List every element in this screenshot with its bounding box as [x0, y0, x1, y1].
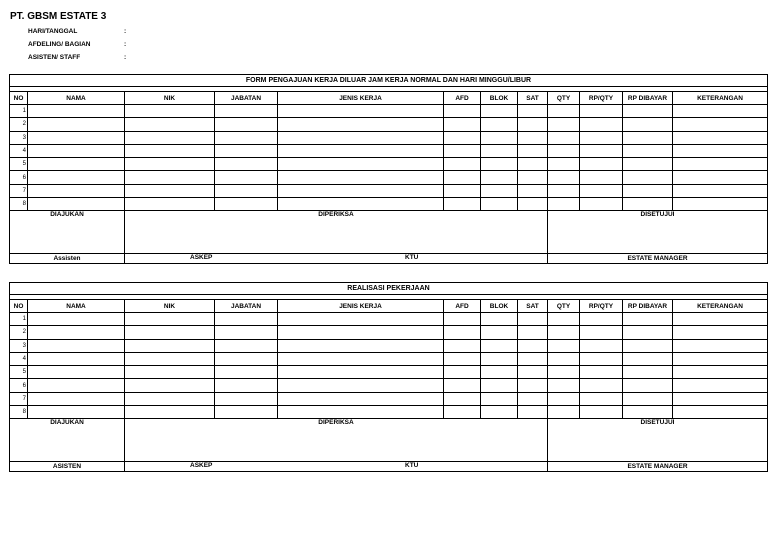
- cell[interactable]: [215, 131, 278, 144]
- cell[interactable]: [580, 406, 623, 419]
- cell[interactable]: [125, 352, 215, 365]
- cell[interactable]: [481, 144, 518, 157]
- row-number: 3: [10, 339, 28, 352]
- cell[interactable]: [444, 379, 481, 392]
- col-no: NO: [10, 300, 28, 313]
- cell[interactable]: [481, 366, 518, 379]
- cell[interactable]: [518, 184, 548, 197]
- role-assistant: ASISTEN: [10, 462, 125, 472]
- cell[interactable]: [623, 144, 673, 157]
- cell[interactable]: [28, 184, 125, 197]
- cell[interactable]: [278, 198, 444, 211]
- cell[interactable]: [623, 171, 673, 184]
- col-nama: NAMA: [28, 300, 125, 313]
- table-row: [10, 131, 768, 144]
- cell[interactable]: [278, 326, 444, 339]
- cell[interactable]: [278, 118, 444, 131]
- row-number: 6: [10, 379, 28, 392]
- cell[interactable]: [623, 158, 673, 171]
- cell[interactable]: [278, 131, 444, 144]
- cell[interactable]: [518, 339, 548, 352]
- cell[interactable]: [481, 158, 518, 171]
- role-manager: ESTATE MANAGER: [548, 254, 768, 264]
- cell[interactable]: [673, 144, 768, 157]
- cell[interactable]: [215, 158, 278, 171]
- cell[interactable]: [673, 105, 768, 118]
- cell[interactable]: [481, 171, 518, 184]
- table-row: [10, 392, 768, 405]
- table-row: [10, 366, 768, 379]
- cell[interactable]: [518, 131, 548, 144]
- cell[interactable]: [444, 184, 481, 197]
- cell[interactable]: [580, 326, 623, 339]
- role-row: [10, 254, 768, 264]
- overtime-request-form: [9, 74, 768, 264]
- cell[interactable]: [518, 118, 548, 131]
- cell[interactable]: [580, 131, 623, 144]
- cell[interactable]: [444, 339, 481, 352]
- cell[interactable]: [125, 366, 215, 379]
- cell[interactable]: [580, 339, 623, 352]
- cell[interactable]: [278, 406, 444, 419]
- cell[interactable]: [481, 184, 518, 197]
- cell[interactable]: [125, 171, 215, 184]
- cell[interactable]: [518, 392, 548, 405]
- cell[interactable]: [444, 326, 481, 339]
- meta-date: [28, 28, 127, 35]
- cell[interactable]: [623, 326, 673, 339]
- col-jabatan: JABATAN: [215, 300, 278, 313]
- cell[interactable]: [28, 339, 125, 352]
- cell[interactable]: [548, 198, 580, 211]
- cell[interactable]: [548, 326, 580, 339]
- cell[interactable]: [548, 366, 580, 379]
- signature-submitted[interactable]: DIAJUKAN: [10, 211, 125, 254]
- table-row: [10, 171, 768, 184]
- cell[interactable]: [28, 198, 125, 211]
- cell[interactable]: [444, 158, 481, 171]
- cell[interactable]: [518, 105, 548, 118]
- cell[interactable]: [548, 118, 580, 131]
- cell[interactable]: [278, 379, 444, 392]
- col-sat: SAT: [518, 300, 548, 313]
- cell[interactable]: [215, 352, 278, 365]
- cell[interactable]: [125, 326, 215, 339]
- cell[interactable]: [481, 379, 518, 392]
- table-row: [10, 326, 768, 339]
- signature-checked[interactable]: DIPERIKSA: [125, 419, 548, 462]
- cell[interactable]: [673, 326, 768, 339]
- row-number: 8: [10, 406, 28, 419]
- role-ktu: KTU: [405, 462, 419, 470]
- cell[interactable]: [548, 379, 580, 392]
- col-rp-qty: RP/QTY: [580, 92, 623, 105]
- meta-division: [28, 41, 127, 48]
- cell[interactable]: [28, 131, 125, 144]
- role-ktu: KTU: [405, 254, 419, 262]
- cell[interactable]: [28, 313, 125, 326]
- role-askep-ktu: [125, 254, 548, 264]
- signature-checked[interactable]: DIPERIKSA: [125, 211, 548, 254]
- cell[interactable]: [125, 392, 215, 405]
- role-row: [10, 462, 768, 472]
- table-row: [10, 144, 768, 157]
- cell[interactable]: [125, 158, 215, 171]
- cell[interactable]: [444, 406, 481, 419]
- cell[interactable]: [548, 339, 580, 352]
- cell[interactable]: [278, 105, 444, 118]
- cell[interactable]: [673, 131, 768, 144]
- meta-staff: [28, 54, 127, 61]
- cell[interactable]: [28, 326, 125, 339]
- cell[interactable]: [278, 352, 444, 365]
- cell[interactable]: [125, 339, 215, 352]
- cell[interactable]: [580, 118, 623, 131]
- cell[interactable]: [444, 392, 481, 405]
- cell[interactable]: [125, 184, 215, 197]
- cell[interactable]: [623, 313, 673, 326]
- cell[interactable]: [481, 339, 518, 352]
- cell[interactable]: [580, 313, 623, 326]
- cell[interactable]: [444, 313, 481, 326]
- role-askep: ASKEP: [190, 254, 213, 262]
- cell[interactable]: [215, 184, 278, 197]
- cell[interactable]: [673, 379, 768, 392]
- row-number: 1: [10, 313, 28, 326]
- col-blok: BLOK: [481, 300, 518, 313]
- row-number: 4: [10, 144, 28, 157]
- cell[interactable]: [673, 118, 768, 131]
- cell[interactable]: [278, 339, 444, 352]
- row-number: 5: [10, 158, 28, 171]
- cell[interactable]: [278, 184, 444, 197]
- cell[interactable]: [673, 198, 768, 211]
- cell[interactable]: [518, 198, 548, 211]
- cell[interactable]: [623, 379, 673, 392]
- signature-submitted[interactable]: DIAJUKAN: [10, 419, 125, 462]
- meta-label: ASISTEN/ STAFF: [28, 54, 81, 61]
- form-title: REALISASI PEKERJAAN: [10, 283, 768, 295]
- cell[interactable]: [623, 131, 673, 144]
- cell[interactable]: [481, 131, 518, 144]
- cell[interactable]: [548, 406, 580, 419]
- cell[interactable]: [215, 339, 278, 352]
- cell[interactable]: [28, 379, 125, 392]
- signature-row: [10, 211, 768, 254]
- table-row: [10, 406, 768, 419]
- cell[interactable]: [518, 379, 548, 392]
- cell[interactable]: [481, 406, 518, 419]
- cell[interactable]: [580, 198, 623, 211]
- row-number: 2: [10, 118, 28, 131]
- cell[interactable]: [580, 171, 623, 184]
- cell[interactable]: [278, 366, 444, 379]
- cell[interactable]: [215, 144, 278, 157]
- table-row: [10, 198, 768, 211]
- cell[interactable]: [518, 406, 548, 419]
- cell[interactable]: [215, 406, 278, 419]
- cell[interactable]: [125, 313, 215, 326]
- cell[interactable]: [580, 158, 623, 171]
- col-keterangan: KETERANGAN: [673, 300, 768, 313]
- role-assistant: Assisten: [10, 254, 125, 264]
- cell[interactable]: [215, 105, 278, 118]
- cell[interactable]: [215, 379, 278, 392]
- cell[interactable]: [444, 352, 481, 365]
- cell[interactable]: [28, 392, 125, 405]
- col-nik: NIK: [125, 300, 215, 313]
- cell[interactable]: [580, 366, 623, 379]
- meta-label: AFDELING/ BAGIAN: [28, 41, 91, 48]
- cell[interactable]: [125, 131, 215, 144]
- cell[interactable]: [444, 198, 481, 211]
- meta-label: HARI/TANGGAL: [28, 28, 78, 35]
- col-rp-dibayar: RP DIBAYAR: [623, 92, 673, 105]
- col-nik: NIK: [125, 92, 215, 105]
- cell[interactable]: [623, 339, 673, 352]
- cell[interactable]: [548, 184, 580, 197]
- cell[interactable]: [215, 326, 278, 339]
- row-number: 1: [10, 105, 28, 118]
- cell[interactable]: [444, 118, 481, 131]
- form-title: FORM PENGAJUAN KERJA DILUAR JAM KERJA NORMAL DAN HARI MINGGU/LIBUR: [10, 75, 768, 87]
- col-keterangan: KETERANGAN: [673, 92, 768, 105]
- table-row: [10, 352, 768, 365]
- cell[interactable]: [580, 144, 623, 157]
- table-row: [10, 313, 768, 326]
- col-afd: AFD: [444, 92, 481, 105]
- col-blok: BLOK: [481, 92, 518, 105]
- col-rp-qty: RP/QTY: [580, 300, 623, 313]
- row-number: 3: [10, 131, 28, 144]
- cell[interactable]: [481, 198, 518, 211]
- col-qty: QTY: [548, 92, 580, 105]
- row-number: 5: [10, 366, 28, 379]
- col-sat: SAT: [518, 92, 548, 105]
- cell[interactable]: [518, 326, 548, 339]
- meta-colon: :: [124, 41, 127, 48]
- cell[interactable]: [28, 118, 125, 131]
- cell[interactable]: [518, 158, 548, 171]
- company-name: PT. GBSM ESTATE 3: [10, 11, 107, 22]
- cell[interactable]: [548, 144, 580, 157]
- cell[interactable]: [125, 118, 215, 131]
- col-qty: QTY: [548, 300, 580, 313]
- row-number: 7: [10, 184, 28, 197]
- cell[interactable]: [518, 171, 548, 184]
- col-no: NO: [10, 92, 28, 105]
- cell[interactable]: [580, 352, 623, 365]
- cell[interactable]: [580, 184, 623, 197]
- role-askep: ASKEP: [190, 462, 213, 470]
- cell[interactable]: [215, 171, 278, 184]
- col-afd: AFD: [444, 300, 481, 313]
- cell[interactable]: [444, 105, 481, 118]
- cell[interactable]: [673, 313, 768, 326]
- cell[interactable]: [481, 105, 518, 118]
- cell[interactable]: [623, 184, 673, 197]
- table-row: [10, 339, 768, 352]
- cell[interactable]: [548, 171, 580, 184]
- cell[interactable]: [623, 118, 673, 131]
- cell[interactable]: [518, 144, 548, 157]
- role-askep-ktu: [125, 462, 548, 472]
- cell[interactable]: [28, 105, 125, 118]
- cell[interactable]: [278, 144, 444, 157]
- cell[interactable]: [548, 158, 580, 171]
- cell[interactable]: [278, 158, 444, 171]
- cell[interactable]: [673, 392, 768, 405]
- cell[interactable]: [481, 313, 518, 326]
- meta-colon: :: [124, 54, 127, 61]
- cell[interactable]: [481, 392, 518, 405]
- cell[interactable]: [548, 392, 580, 405]
- cell[interactable]: [215, 366, 278, 379]
- cell[interactable]: [673, 171, 768, 184]
- col-nama: NAMA: [28, 92, 125, 105]
- cell[interactable]: [580, 392, 623, 405]
- meta-colon: :: [124, 28, 127, 35]
- cell[interactable]: [548, 352, 580, 365]
- cell[interactable]: [623, 352, 673, 365]
- cell[interactable]: [28, 406, 125, 419]
- col-jabatan: JABATAN: [215, 92, 278, 105]
- cell[interactable]: [673, 352, 768, 365]
- table-row: [10, 105, 768, 118]
- cell[interactable]: [518, 352, 548, 365]
- cell[interactable]: [623, 366, 673, 379]
- cell[interactable]: [215, 392, 278, 405]
- row-number: 7: [10, 392, 28, 405]
- cell[interactable]: [673, 406, 768, 419]
- header-row: [10, 92, 768, 105]
- cell[interactable]: [548, 313, 580, 326]
- row-number: 2: [10, 326, 28, 339]
- cell[interactable]: [125, 379, 215, 392]
- cell[interactable]: [673, 366, 768, 379]
- cell[interactable]: [673, 339, 768, 352]
- cell[interactable]: [278, 171, 444, 184]
- cell[interactable]: [28, 352, 125, 365]
- cell[interactable]: [481, 118, 518, 131]
- col-rp-dibayar: RP DIBAYAR: [623, 300, 673, 313]
- table-row: [10, 379, 768, 392]
- cell[interactable]: [444, 366, 481, 379]
- cell[interactable]: [481, 326, 518, 339]
- cell[interactable]: [580, 105, 623, 118]
- col-jenis-kerja: JENIS KERJA: [278, 92, 444, 105]
- cell[interactable]: [28, 144, 125, 157]
- cell[interactable]: [278, 392, 444, 405]
- signature-approved[interactable]: DISETUJUI: [548, 211, 768, 254]
- cell[interactable]: [215, 198, 278, 211]
- cell[interactable]: [28, 158, 125, 171]
- table-row: [10, 158, 768, 171]
- cell[interactable]: [673, 158, 768, 171]
- cell[interactable]: [518, 313, 548, 326]
- cell[interactable]: [444, 171, 481, 184]
- cell[interactable]: [518, 366, 548, 379]
- cell[interactable]: [444, 131, 481, 144]
- cell[interactable]: [623, 392, 673, 405]
- signature-row: [10, 419, 768, 462]
- table-row: [10, 184, 768, 197]
- signature-approved[interactable]: DISETUJUI: [548, 419, 768, 462]
- role-manager: ESTATE MANAGER: [548, 462, 768, 472]
- row-number: 4: [10, 352, 28, 365]
- col-jenis-kerja: JENIS KERJA: [278, 300, 444, 313]
- cell[interactable]: [444, 144, 481, 157]
- cell[interactable]: [125, 406, 215, 419]
- cell[interactable]: [215, 118, 278, 131]
- cell[interactable]: [548, 105, 580, 118]
- cell[interactable]: [125, 105, 215, 118]
- cell[interactable]: [623, 406, 673, 419]
- cell[interactable]: [125, 198, 215, 211]
- cell[interactable]: [548, 131, 580, 144]
- cell[interactable]: [623, 198, 673, 211]
- cell[interactable]: [278, 313, 444, 326]
- cell[interactable]: [215, 313, 278, 326]
- table-row: [10, 118, 768, 131]
- row-number: 6: [10, 171, 28, 184]
- cell[interactable]: [580, 379, 623, 392]
- cell[interactable]: [125, 144, 215, 157]
- cell[interactable]: [481, 352, 518, 365]
- header-row: [10, 300, 768, 313]
- cell[interactable]: [28, 171, 125, 184]
- cell[interactable]: [673, 184, 768, 197]
- cell[interactable]: [28, 366, 125, 379]
- row-number: 8: [10, 198, 28, 211]
- work-realization-form: [9, 282, 768, 472]
- cell[interactable]: [623, 105, 673, 118]
